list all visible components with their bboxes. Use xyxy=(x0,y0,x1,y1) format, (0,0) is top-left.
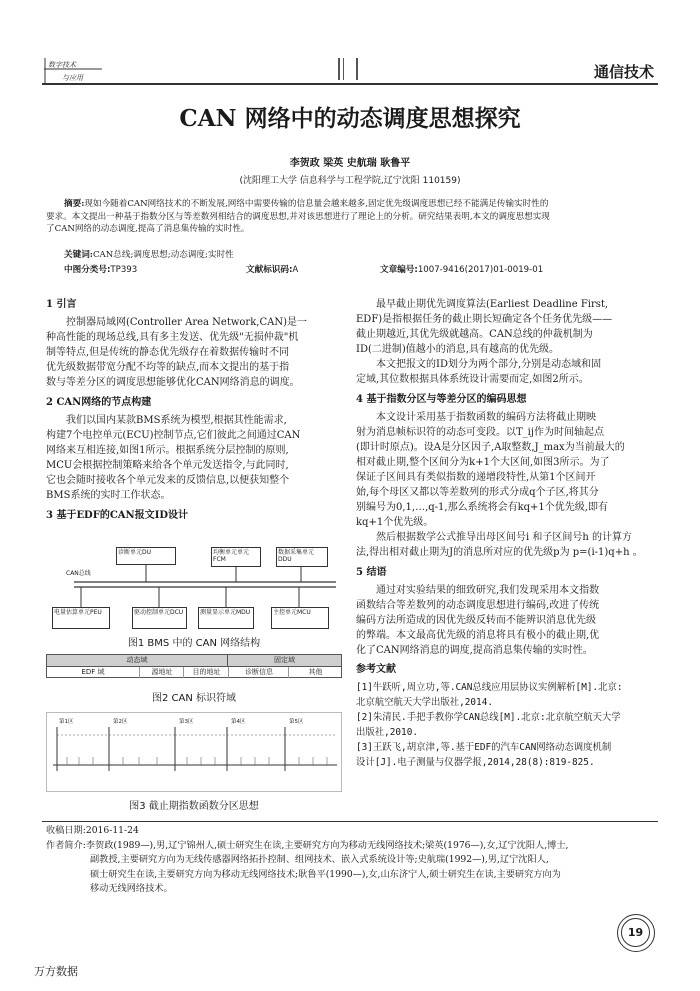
text-line: 网络来互相连接,如图1所示。根据系统分层控制的原则, xyxy=(46,445,289,456)
diagram-node-mcu: 主控单元MCU xyxy=(271,607,329,629)
received-date: 收稿日期:2016-11-24 xyxy=(46,825,139,836)
clc-number: 中图分类号:TP393 xyxy=(64,265,138,275)
text-line: 本文设计采用基于指数函数的编码方法将截止期映 xyxy=(376,412,596,423)
journal-logo xyxy=(42,56,104,86)
text-line: 然后根据数学公式推导出母区间号i 和子区间号h 的计算方 xyxy=(376,532,632,543)
partition-label: 第2区 xyxy=(113,719,128,725)
table-cell: 目的地址 xyxy=(183,667,229,678)
text-line: 定域,其位数根据具体系统设计需要而定,如图2所示。 xyxy=(356,374,589,385)
text-line: 种高性能的现场总线,具有多主发送、优先级"无损仲裁"机 xyxy=(46,332,299,343)
figure-1-diagram xyxy=(46,545,342,630)
figure-3-diagram xyxy=(46,712,342,792)
text-line: 控制器局域网(Controller Area Network,CAN)是一 xyxy=(66,317,307,328)
text-line: 构建7个电控单元(ECU)控制节点,它们彼此之间通过CAN xyxy=(46,430,301,441)
text-line: 函数结合等差数列的动态调度思想进行编码,改进了传统 xyxy=(356,600,600,611)
footnote xyxy=(46,824,658,897)
left-column xyxy=(46,297,341,523)
figure-2-caption: 图2 CAN 标识符域 xyxy=(151,693,237,704)
diagram-node-fcm: 均衡单元单元FCM xyxy=(211,547,261,567)
text-line: 法,得出相对截止期为J的消息所对应的优先级p为 p=(i-1)q+h 。 xyxy=(356,547,643,558)
abstract-label: 摘要: xyxy=(64,199,85,209)
reference-line: 北京航空航天大学出版社,2014. xyxy=(356,697,493,708)
text-line: 始,每个母区又都以等差数列的形式分成q个子区,将其分 xyxy=(356,487,599,498)
text-line: 通过对实验结果的细致研究,我们发现采用本文指数 xyxy=(376,585,600,596)
abstract-line: 要求。本文提出一种基于指数分区与等差数列相结合的调度思想,并对该思想进行了理论上的分析。研究结果表明,本文的调度思想实现 xyxy=(46,211,550,222)
partition-label: 第5区 xyxy=(289,719,304,725)
keywords-text: CAN总线;调度思想;动态调度;实时性 xyxy=(92,250,234,260)
section-title: 通信技术 xyxy=(593,63,654,81)
text-line: 优先级数据带宽分配不均等的缺点,而本文提出的基于指 xyxy=(46,362,290,373)
keywords xyxy=(64,248,234,260)
footer-rule xyxy=(42,821,658,822)
article-number: 文章编号:1007-9416(2017)01-0019-01 xyxy=(380,265,544,275)
text-line: 化了CAN网络消息的调度,提高消息集传输的实时性。 xyxy=(356,645,593,656)
reference-line: 设计[J].电子测量与仪器学报,2014,28(8):819-825. xyxy=(356,757,595,768)
table-cell: 诊断信息 xyxy=(228,667,289,678)
figure-1-caption: 图1 BMS 中的 CAN 网络结构 xyxy=(127,638,261,649)
section-heading: 2 CAN网络的节点构建 xyxy=(46,397,152,408)
page-number: 19 xyxy=(627,926,644,939)
text-line: 的弊端。本文最高优先级的消息将具有极小的截止期,优 xyxy=(356,630,600,641)
page-number-badge xyxy=(617,914,655,952)
text-line: 它也会随时接收各个单元发来的反馈信息,以便获知整个 xyxy=(46,475,290,486)
authors: 李贺政 梁英 史航瑞 耿鲁平 xyxy=(289,158,411,169)
figure-2-table xyxy=(46,654,342,678)
source-watermark: 万方数据 xyxy=(34,965,78,978)
section-heading: 1 引言 xyxy=(46,299,77,310)
text-line: 最早截止期优先调度算法(Earliest Deadline First, xyxy=(376,299,609,310)
text-line: (即计时原点)。设A是分区因子,A取整数,J_max为当前最大的 xyxy=(356,442,625,453)
text-line: 数与等差分区的调度思想能够优化CAN网络消息的调度。 xyxy=(46,377,300,388)
affiliation: (沈阳理工大学 信息科学与工程学院,辽宁沈阳 110159) xyxy=(239,176,461,186)
document-code: 文献标识码:A xyxy=(246,265,299,275)
text-line: 编码方法所造成的因优先级反转而不能辨识消息优先级 xyxy=(356,615,596,626)
text-line: 本文把报文的ID划分为两个部分,分别是动态域和固 xyxy=(376,359,602,370)
table-cell: EDF 域 xyxy=(81,668,105,676)
header-rule xyxy=(42,83,658,85)
diagram-node-dcu: 驱动控制单元DCU xyxy=(132,607,187,629)
right-column xyxy=(356,297,659,770)
abstract-line: 了CAN网络的动态调度,提高了消息集传输的实时性。 xyxy=(46,224,250,234)
text-line: ID(二进制)值越小的消息,具有越高的优先级。 xyxy=(356,344,559,355)
text-line: 截止期越近,其优先级就越高。CAN总线的仲裁机制为 xyxy=(356,329,593,340)
bio-line: 作者简介:李贺政(1989—),男,辽宁锦州人,硕士研究生在读,主要研究方向为移动无线网络技术;梁英(1976—),女,辽宁沈阳人,博士, xyxy=(46,839,569,851)
abstract xyxy=(46,198,658,236)
bio-line: 硕士研究生在读,主要研究方向为移动无线网络技术;耿鲁平(1990—),女,山东济宁人,硕士研究生在读,主要研究方向为 xyxy=(90,868,561,880)
text-line: EDF)是指根据任务的截止期长短确定各个任务优先级—— xyxy=(356,314,613,325)
text-line: 保证子区间具有类似指数的递增段特性,从第1个区间开 xyxy=(356,472,596,483)
text-line: BMS系统的实时工作状态。 xyxy=(46,490,171,501)
diagram-node-peu: 电量估算单元PEU xyxy=(52,607,110,629)
header-bars-icon xyxy=(338,58,362,80)
partition-label: 第3区 xyxy=(179,719,194,725)
text-line: 射为消息帧标识符的动态可变段。以T_ij作为时间轴起点 xyxy=(356,427,604,438)
partition-label: 第4区 xyxy=(231,719,246,725)
text-line: 相对截止期,整个区间分为k+1个大区间,如图3所示。为了 xyxy=(356,457,610,468)
journal-logo-line1: 数字技术 xyxy=(48,61,76,69)
section-heading: 5 结语 xyxy=(356,567,387,578)
abstract-line: 现如今随着CAN网络技术的不断发展,网络中需要传输的信息量会越来越多,固定优先级调度思想已经不能满足传输实时性的 xyxy=(84,199,549,209)
keywords-label: 关键词: xyxy=(64,250,93,260)
table-group-header: 动态域 xyxy=(47,655,228,666)
diagram-node-du: 诊断单元DU xyxy=(116,547,176,565)
reference-line: [3]王跃飞,胡京津,等.基于EDF的汽车CAN网络动态调度机制 xyxy=(356,742,612,753)
references-heading: 参考文献 xyxy=(356,664,396,675)
text-line: 别编号为0,1,…,q-1,那么系统将会有kq+1个优先级,即有 xyxy=(356,502,608,513)
table-cell: 源地址 xyxy=(139,667,184,678)
paper-title: CAN 网络中的动态调度思想探究 xyxy=(179,105,521,132)
figure-3-caption: 图3 截止期指数函数分区思想 xyxy=(129,801,259,812)
text-line: 制等特点,但是传统的静态优先级存在着数据传输时不同 xyxy=(46,347,290,358)
diagram-node-mdu: 测量显示单元MDU xyxy=(198,607,254,629)
table-group-header: 固定域 xyxy=(228,655,341,666)
bio-line: 移动无线网络技术。 xyxy=(90,883,173,894)
section-heading: 3 基于EDF的CAN报文ID设计 xyxy=(46,510,189,521)
text-line: 我们以国内某款BMS系统为模型,根据其性能需求, xyxy=(66,415,287,426)
reference-line: [1]牛跃听,周立功,等.CAN总线应用层协议实例解析[M].北京: xyxy=(356,682,623,693)
diagram-node-ddu: 数据采集单元DDU xyxy=(276,547,328,567)
journal-logo-line2: 与应用 xyxy=(62,74,83,82)
bio-line: 副教授,主要研究方向为无线传感器网络拓扑控制、组网技术、嵌入式系统设计等;史航瑞(1992—),男,辽宁沈阳人, xyxy=(90,854,549,865)
reference-line: [2]朱清民.手把手教你学CAN总线[M].北京:北京航空航天大学 xyxy=(356,712,621,723)
reference-line: 出版社,2010. xyxy=(356,727,418,738)
can-bus-label: CAN总线 xyxy=(66,570,91,577)
text-line: kq+1个优先级。 xyxy=(356,517,434,528)
partition-label: 第1区 xyxy=(59,719,74,725)
text-line: MCU会根据控制策略来给各个单元发送指令,与此同时, xyxy=(46,460,289,471)
section-heading: 4 基于指数分区与等差分区的编码思想 xyxy=(356,394,527,405)
table-cell: 其他 xyxy=(288,667,342,678)
